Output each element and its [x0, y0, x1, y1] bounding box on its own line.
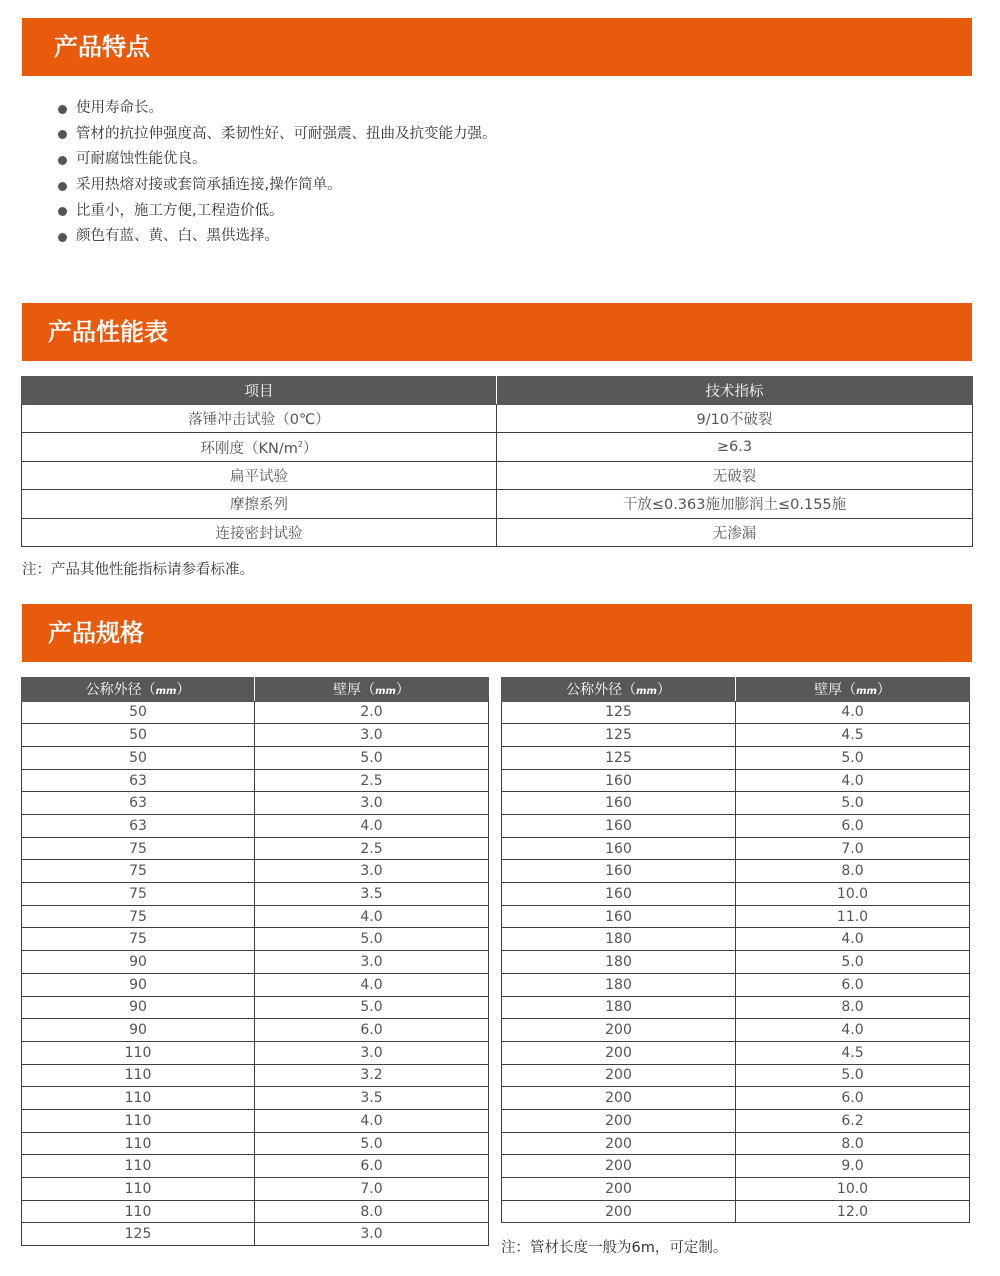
outer-diameter-cell: 125 [502, 724, 736, 747]
wall-thickness-cell: 4.0 [736, 928, 970, 951]
table-row [22, 518, 973, 546]
table-row [502, 860, 970, 883]
performance-item-text: 落锤冲击试验（0℃） [188, 412, 330, 429]
bullet-dot-icon [58, 207, 67, 216]
wall-thickness-cell: 5.0 [736, 746, 970, 769]
table-row [22, 883, 489, 906]
feature-text: 比重小，施工方便,工程造价低。 [76, 202, 284, 219]
outer-diameter-cell: 160 [502, 883, 736, 906]
feature-item [58, 96, 497, 122]
outer-diameter-cell: 200 [502, 1178, 736, 1201]
table-row [502, 883, 970, 906]
table-row [22, 461, 973, 489]
table-row [502, 1109, 970, 1132]
outer-diameter-cell: 90 [22, 951, 255, 974]
table-row [22, 1041, 489, 1064]
outer-diameter-cell: 90 [22, 996, 255, 1019]
outer-diameter-cell: 200 [502, 1155, 736, 1178]
performance-item-text: 摩擦系列 [230, 497, 288, 514]
wall-thickness-cell: 8.0 [736, 996, 970, 1019]
feature-text: 采用热熔对接或套筒承插连接,操作简单。 [76, 177, 342, 194]
wall-thickness-cell: 6.0 [255, 1155, 489, 1178]
performance-value-cell: 无破裂 [497, 461, 973, 489]
feature-text: 可耐腐蚀性能优良。 [76, 151, 207, 168]
performance-table [21, 376, 973, 547]
wall-thickness-cell: 10.0 [736, 1178, 970, 1201]
performance-item-cell [22, 490, 497, 518]
outer-diameter-cell: 90 [22, 1019, 255, 1042]
wall-thickness-cell: 4.0 [736, 701, 970, 724]
performance-item-text: 扁平试验 [230, 468, 288, 485]
table-row [502, 1178, 970, 1201]
performance-value-cell: ≥6.3 [497, 433, 973, 461]
wall-thickness-cell: 6.0 [255, 1019, 489, 1042]
performance-item-text: 环刚度（KN/m [200, 440, 298, 457]
table-row [502, 1155, 970, 1178]
outer-diameter-cell: 160 [502, 792, 736, 815]
outer-diameter-cell: 125 [502, 746, 736, 769]
wall-thickness-cell: 8.0 [736, 1132, 970, 1155]
wall-thickness-cell: 4.5 [736, 724, 970, 747]
features-list [58, 96, 497, 250]
header-label: 公称外径（ [566, 682, 637, 699]
outer-diameter-cell: 75 [22, 837, 255, 860]
outer-diameter-cell: 110 [22, 1109, 255, 1132]
table-row [22, 701, 489, 724]
table-row [22, 815, 489, 838]
outer-diameter-cell: 200 [502, 1064, 736, 1087]
table-row [22, 1223, 489, 1246]
outer-diameter-cell: 75 [22, 928, 255, 951]
wall-thickness-cell: 9.0 [736, 1155, 970, 1178]
wall-thickness-cell: 5.0 [255, 746, 489, 769]
feature-item [58, 173, 497, 199]
wall-thickness-cell: 8.0 [255, 1200, 489, 1223]
outer-diameter-cell: 75 [22, 883, 255, 906]
table-row [22, 973, 489, 996]
wall-thickness-cell: 5.0 [736, 1064, 970, 1087]
performance-item-cell [22, 405, 497, 433]
table-row [502, 792, 970, 815]
header-wall-thickness [736, 678, 970, 702]
spec-table-right [501, 677, 970, 1223]
wall-thickness-cell: 10.0 [736, 883, 970, 906]
outer-diameter-cell: 200 [502, 1109, 736, 1132]
outer-diameter-cell: 75 [22, 860, 255, 883]
table-row [502, 928, 970, 951]
wall-thickness-cell: 7.0 [736, 837, 970, 860]
outer-diameter-cell: 180 [502, 996, 736, 1019]
outer-diameter-cell: 160 [502, 837, 736, 860]
close-paren: ） [395, 682, 410, 699]
header-outer-diameter [22, 678, 255, 702]
wall-thickness-cell: 3.0 [255, 1041, 489, 1064]
header-label: 公称外径（ [85, 682, 156, 699]
performance-item-cell [22, 433, 497, 461]
table-row [22, 860, 489, 883]
wall-thickness-cell: 3.0 [255, 951, 489, 974]
close-paren: ） [876, 682, 891, 699]
table-row [502, 815, 970, 838]
wall-thickness-cell: 5.0 [736, 951, 970, 974]
outer-diameter-cell: 200 [502, 1200, 736, 1223]
header-label: 壁厚（ [333, 682, 376, 699]
outer-diameter-cell: 110 [22, 1132, 255, 1155]
header-outer-diameter [502, 678, 736, 702]
table-row [22, 837, 489, 860]
table-row [22, 951, 489, 974]
table-row [22, 1087, 489, 1110]
outer-diameter-cell: 110 [22, 1155, 255, 1178]
table-row [502, 701, 970, 724]
unit-label: mm [375, 686, 396, 698]
wall-thickness-cell: 6.2 [736, 1109, 970, 1132]
wall-thickness-cell: 2.5 [255, 769, 489, 792]
outer-diameter-cell: 180 [502, 928, 736, 951]
wall-thickness-cell: 5.0 [736, 792, 970, 815]
feature-text: 颜色有蓝、黄、白、黑供选择。 [76, 228, 279, 245]
table-row [502, 1132, 970, 1155]
performance-value-cell: 9/10不破裂 [497, 405, 973, 433]
performance-header-item: 项目 [22, 377, 497, 405]
outer-diameter-cell: 160 [502, 769, 736, 792]
performance-value-cell: 干放≤0.363施加膨润土≤0.155施 [497, 490, 973, 518]
table-row [502, 1019, 970, 1042]
outer-diameter-cell: 160 [502, 815, 736, 838]
table-row [22, 996, 489, 1019]
outer-diameter-cell: 110 [22, 1087, 255, 1110]
performance-banner [22, 303, 972, 361]
outer-diameter-cell: 90 [22, 973, 255, 996]
wall-thickness-cell: 3.5 [255, 1087, 489, 1110]
table-row [502, 724, 970, 747]
wall-thickness-cell: 4.0 [736, 1019, 970, 1042]
feature-item [58, 224, 497, 250]
outer-diameter-cell: 75 [22, 905, 255, 928]
spec-table-left [21, 677, 489, 1246]
table-row [502, 996, 970, 1019]
outer-diameter-cell: 200 [502, 1041, 736, 1064]
feature-item [58, 199, 497, 225]
wall-thickness-cell: 8.0 [736, 860, 970, 883]
bullet-dot-icon [58, 105, 67, 114]
unit-label: mm [636, 686, 657, 698]
outer-diameter-cell: 110 [22, 1200, 255, 1223]
outer-diameter-cell: 180 [502, 951, 736, 974]
outer-diameter-cell: 160 [502, 860, 736, 883]
wall-thickness-cell: 3.0 [255, 792, 489, 815]
wall-thickness-cell: 6.0 [736, 973, 970, 996]
wall-thickness-cell: 7.0 [255, 1178, 489, 1201]
specs-note: 注：管材长度一般为6m，可定制。 [501, 1240, 728, 1256]
wall-thickness-cell: 11.0 [736, 905, 970, 928]
performance-item-text: 连接密封试验 [215, 525, 303, 542]
table-row [22, 1200, 489, 1223]
outer-diameter-cell: 50 [22, 701, 255, 724]
outer-diameter-cell: 50 [22, 724, 255, 747]
bullet-dot-icon [58, 130, 67, 139]
wall-thickness-cell: 3.0 [255, 724, 489, 747]
table-row [502, 905, 970, 928]
performance-value-cell: 无渗漏 [497, 518, 973, 546]
wall-thickness-cell: 4.0 [736, 769, 970, 792]
header-label: 壁厚（ [814, 682, 857, 699]
outer-diameter-cell: 63 [22, 792, 255, 815]
features-banner [22, 18, 972, 76]
feature-text: 使用寿命长。 [76, 100, 163, 116]
wall-thickness-cell: 3.0 [255, 1223, 489, 1246]
outer-diameter-cell: 180 [502, 973, 736, 996]
table-row [502, 1200, 970, 1223]
close-paren: ） [302, 440, 318, 457]
wall-thickness-cell: 5.0 [255, 1132, 489, 1155]
wall-thickness-cell: 6.0 [736, 815, 970, 838]
feature-item [58, 147, 497, 173]
wall-thickness-cell: 3.5 [255, 883, 489, 906]
feature-item [58, 122, 497, 148]
table-row [502, 973, 970, 996]
unit-label: mm [856, 686, 877, 698]
table-row [502, 746, 970, 769]
header-wall-thickness [255, 678, 489, 702]
bullet-dot-icon [58, 182, 67, 191]
table-row [22, 1109, 489, 1132]
table-row [22, 928, 489, 951]
table-row [22, 769, 489, 792]
wall-thickness-cell: 5.0 [255, 928, 489, 951]
outer-diameter-cell: 200 [502, 1019, 736, 1042]
outer-diameter-cell: 110 [22, 1041, 255, 1064]
wall-thickness-cell: 6.0 [736, 1087, 970, 1110]
wall-thickness-cell: 5.0 [255, 996, 489, 1019]
table-row [22, 905, 489, 928]
table-row [22, 1019, 489, 1042]
wall-thickness-cell: 4.0 [255, 815, 489, 838]
unit-label: mm [155, 686, 177, 698]
table-row [502, 951, 970, 974]
bullet-dot-icon [58, 156, 67, 165]
table-row [502, 837, 970, 860]
close-paren: ） [656, 682, 671, 699]
feature-text: 管材的抗拉伸强度高、柔韧性好、可耐强震、扭曲及抗变能力强。 [76, 125, 497, 142]
specs-banner [22, 604, 972, 662]
bullet-dot-icon [58, 233, 67, 242]
wall-thickness-cell: 4.0 [255, 1109, 489, 1132]
outer-diameter-cell: 63 [22, 815, 255, 838]
table-row [22, 792, 489, 815]
outer-diameter-cell: 125 [22, 1223, 255, 1246]
wall-thickness-cell: 3.0 [255, 860, 489, 883]
features-title: 产品特点 [54, 33, 150, 61]
wall-thickness-cell: 12.0 [736, 1200, 970, 1223]
wall-thickness-cell: 4.0 [255, 905, 489, 928]
table-row [22, 433, 973, 461]
wall-thickness-cell: 4.0 [255, 973, 489, 996]
table-row [22, 1132, 489, 1155]
wall-thickness-cell: 4.5 [736, 1041, 970, 1064]
performance-item-cell [22, 461, 497, 489]
outer-diameter-cell: 63 [22, 769, 255, 792]
performance-note: 注：产品其他性能指标请参看标准。 [22, 562, 254, 578]
outer-diameter-cell: 110 [22, 1178, 255, 1201]
superscript: 2 [297, 439, 303, 449]
wall-thickness-cell: 2.5 [255, 837, 489, 860]
table-row [22, 724, 489, 747]
table-row [22, 1178, 489, 1201]
table-row [502, 1064, 970, 1087]
outer-diameter-cell: 200 [502, 1087, 736, 1110]
performance-header-index: 技术指标 [497, 377, 973, 405]
table-row [22, 1064, 489, 1087]
table-row [502, 1087, 970, 1110]
outer-diameter-cell: 110 [22, 1064, 255, 1087]
table-row [22, 746, 489, 769]
table-row [22, 405, 973, 433]
close-paren: ） [176, 682, 191, 699]
outer-diameter-cell: 50 [22, 746, 255, 769]
specs-title: 产品规格 [48, 619, 144, 647]
table-row [22, 490, 973, 518]
outer-diameter-cell: 125 [502, 701, 736, 724]
outer-diameter-cell: 160 [502, 905, 736, 928]
wall-thickness-cell: 2.0 [255, 701, 489, 724]
performance-title: 产品性能表 [48, 318, 168, 346]
table-row [502, 769, 970, 792]
table-row [502, 1041, 970, 1064]
outer-diameter-cell: 200 [502, 1132, 736, 1155]
table-row [22, 1155, 489, 1178]
wall-thickness-cell: 3.2 [255, 1064, 489, 1087]
performance-item-cell [22, 518, 497, 546]
